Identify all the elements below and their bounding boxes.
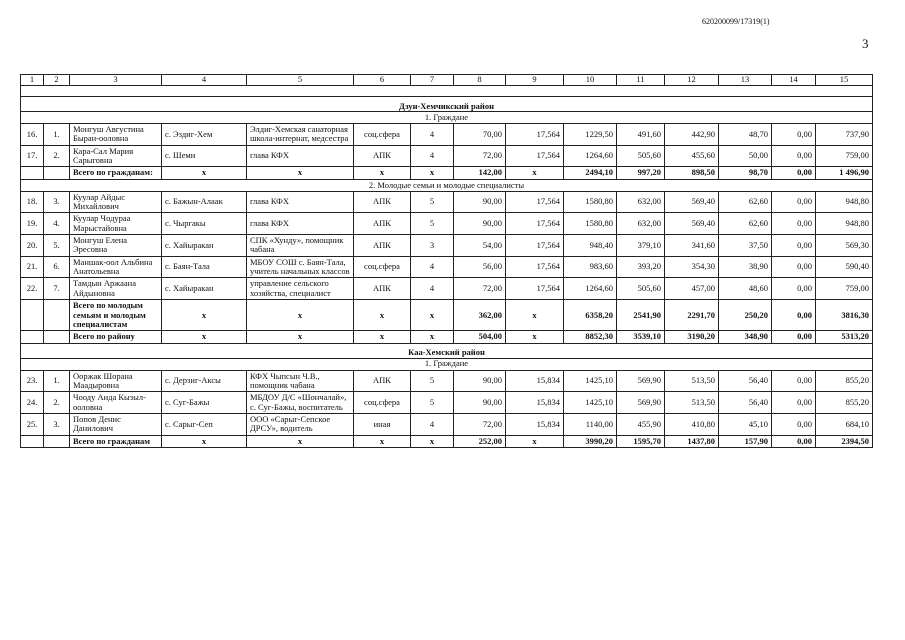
- area: 90,00: [454, 191, 506, 213]
- value-c11: 491,60: [617, 124, 665, 146]
- column-number: 1: [21, 75, 44, 86]
- value-c12: 442,90: [665, 124, 719, 146]
- total-c12: 3190,20: [665, 331, 719, 343]
- value-c12: 569,40: [665, 191, 719, 213]
- total-c13: 250,20: [719, 300, 772, 331]
- total-x: х: [354, 331, 411, 343]
- family-size: 5: [411, 191, 454, 213]
- group-index: 7.: [44, 278, 70, 300]
- total-label: Всего по гражданам:: [70, 167, 162, 179]
- value-c14: 0,00: [772, 370, 816, 392]
- value-c14: 0,00: [772, 256, 816, 278]
- total-c10: 3990,20: [564, 435, 617, 447]
- table-row: [21, 370, 873, 392]
- value-c13: 56,40: [719, 370, 772, 392]
- value-c10: 1425,10: [564, 392, 617, 414]
- value-c12: 457,00: [665, 278, 719, 300]
- group-title: 2. Молодые семьи и молодые специалисты: [21, 179, 873, 191]
- workplace: МБОУ СОШ с. Баян-Тала, учитель начальных классов: [247, 256, 354, 278]
- price: 17,564: [506, 124, 564, 146]
- value-c10: 1580,80: [564, 213, 617, 235]
- total-label: Всего по молодым семьям и молодым специалистам: [70, 300, 162, 331]
- value-c11: 505,60: [617, 278, 665, 300]
- family-size: 4: [411, 278, 454, 300]
- value-c10: 1264,60: [564, 278, 617, 300]
- person-name: Куулар Айдыс Михайлович: [70, 191, 162, 213]
- empty-cell: [21, 331, 44, 343]
- table-row: [21, 278, 873, 300]
- value-c15: 759,00: [816, 145, 873, 167]
- total-x: х: [506, 167, 564, 179]
- total-c13: 98,70: [719, 167, 772, 179]
- total-c13: 157,90: [719, 435, 772, 447]
- area: 72,00: [454, 278, 506, 300]
- total-label: Всего по району: [70, 331, 162, 343]
- total-x: х: [162, 300, 247, 331]
- price: 17,564: [506, 145, 564, 167]
- area: 70,00: [454, 124, 506, 146]
- district-heading-row: [21, 343, 873, 358]
- table-row: [21, 413, 873, 435]
- value-c11: 632,00: [617, 213, 665, 235]
- empty-cell: [21, 300, 44, 331]
- workplace: управление сельского хозяйства, специалист: [247, 278, 354, 300]
- workplace: глава КФХ: [247, 213, 354, 235]
- value-c11: 569,90: [617, 392, 665, 414]
- column-number: 15: [816, 75, 873, 86]
- allocation-table: [20, 74, 873, 448]
- value-c10: 1140,00: [564, 413, 617, 435]
- value-c12: 455,60: [665, 145, 719, 167]
- price: 17,564: [506, 191, 564, 213]
- value-c15: 855,20: [816, 370, 873, 392]
- total-c15: 1 496,90: [816, 167, 873, 179]
- value-c15: 590,40: [816, 256, 873, 278]
- settlement: с. Сарыг-Сеп: [162, 413, 247, 435]
- area: 90,00: [454, 392, 506, 414]
- table-row: [21, 392, 873, 414]
- value-c15: 948,80: [816, 191, 873, 213]
- area: 90,00: [454, 213, 506, 235]
- value-c12: 513,50: [665, 392, 719, 414]
- value-c11: 393,20: [617, 256, 665, 278]
- settlement: с. Хайыракан: [162, 235, 247, 257]
- workplace: ООО «Сарыг-Сепское ДРСУ», водитель: [247, 413, 354, 435]
- group-index: 3.: [44, 191, 70, 213]
- group-index: 1.: [44, 370, 70, 392]
- sphere: АПК: [354, 145, 411, 167]
- settlement: с. Суг-Бажы: [162, 392, 247, 414]
- settlement: с. Баян-Тала: [162, 256, 247, 278]
- column-number: 13: [719, 75, 772, 86]
- value-c10: 983,60: [564, 256, 617, 278]
- column-number: 7: [411, 75, 454, 86]
- group-heading-row: [21, 112, 873, 124]
- price: 17,564: [506, 235, 564, 257]
- district-title: Каа-Хемский район: [21, 343, 873, 358]
- value-c11: 379,10: [617, 235, 665, 257]
- total-c8: 362,00: [454, 300, 506, 331]
- person-name: Чооду Аида Кызыл-ооловна: [70, 392, 162, 414]
- column-number: 2: [44, 75, 70, 86]
- value-c15: 569,30: [816, 235, 873, 257]
- value-c15: 759,00: [816, 278, 873, 300]
- total-x: х: [506, 300, 564, 331]
- value-c13: 48,70: [719, 124, 772, 146]
- document-number: 620200099/17319(1): [702, 17, 770, 26]
- workplace: СПК «Хунду», помощник чабана: [247, 235, 354, 257]
- settlement: с. Бажын-Алаак: [162, 191, 247, 213]
- area: 90,00: [454, 370, 506, 392]
- total-x: х: [411, 167, 454, 179]
- row-number: 21.: [21, 256, 44, 278]
- value-c13: 62,60: [719, 191, 772, 213]
- row-number: 19.: [21, 213, 44, 235]
- group-title: 1. Граждане: [21, 112, 873, 124]
- total-c13: 348,90: [719, 331, 772, 343]
- value-c14: 0,00: [772, 124, 816, 146]
- settlement: с. Чыргакы: [162, 213, 247, 235]
- total-x: х: [411, 331, 454, 343]
- price: 15,834: [506, 392, 564, 414]
- value-c11: 569,90: [617, 370, 665, 392]
- total-x: х: [247, 167, 354, 179]
- column-number: 3: [70, 75, 162, 86]
- settlement: с. Эздиг-Хем: [162, 124, 247, 146]
- person-name: Кара-Сал Мария Сарыговна: [70, 145, 162, 167]
- person-name: Маншак-оол Альбина Анатольевна: [70, 256, 162, 278]
- group-title: 1. Граждане: [21, 358, 873, 370]
- value-c14: 0,00: [772, 392, 816, 414]
- sphere: иная: [354, 413, 411, 435]
- value-c15: 684,10: [816, 413, 873, 435]
- page-number: 3: [862, 36, 869, 51]
- table-row: [21, 235, 873, 257]
- value-c12: 513,50: [665, 370, 719, 392]
- price: 15,834: [506, 413, 564, 435]
- district-heading-row: [21, 97, 873, 112]
- column-number: 12: [665, 75, 719, 86]
- total-c10: 8852,30: [564, 331, 617, 343]
- value-c14: 0,00: [772, 145, 816, 167]
- person-name: Тамдын Аржаана Айдыновна: [70, 278, 162, 300]
- area: 56,00: [454, 256, 506, 278]
- group-index: 5.: [44, 235, 70, 257]
- spacer-row: [21, 86, 873, 97]
- group-index: 2.: [44, 392, 70, 414]
- sphere: соц.сфера: [354, 256, 411, 278]
- total-x: х: [354, 435, 411, 447]
- sphere: АПК: [354, 213, 411, 235]
- value-c13: 50,00: [719, 145, 772, 167]
- sphere: АПК: [354, 278, 411, 300]
- row-number: 18.: [21, 191, 44, 213]
- value-c12: 354,30: [665, 256, 719, 278]
- total-x: х: [162, 331, 247, 343]
- value-c14: 0,00: [772, 413, 816, 435]
- family-size: 4: [411, 124, 454, 146]
- district-title: Дзун-Хемчикский район: [21, 97, 873, 112]
- empty-cell: [44, 331, 70, 343]
- total-c12: 898,50: [665, 167, 719, 179]
- value-c15: 948,80: [816, 213, 873, 235]
- row-number: 20.: [21, 235, 44, 257]
- table-row: [21, 145, 873, 167]
- group-total-row: [21, 167, 873, 179]
- value-c12: 410,80: [665, 413, 719, 435]
- empty-cell: [21, 435, 44, 447]
- group-heading-row: [21, 179, 873, 191]
- total-c14: 0,00: [772, 167, 816, 179]
- person-name: Монгуш Августина Быран-ооловна: [70, 124, 162, 146]
- sphere: АПК: [354, 370, 411, 392]
- column-number: 6: [354, 75, 411, 86]
- total-c10: 6358,20: [564, 300, 617, 331]
- value-c14: 0,00: [772, 278, 816, 300]
- empty-cell: [44, 167, 70, 179]
- value-c10: 948,40: [564, 235, 617, 257]
- price: 17,564: [506, 213, 564, 235]
- total-c12: 1437,80: [665, 435, 719, 447]
- sphere: соц.сфера: [354, 124, 411, 146]
- value-c11: 505,60: [617, 145, 665, 167]
- empty-cell: [44, 435, 70, 447]
- value-c12: 341,60: [665, 235, 719, 257]
- district-total-row: [21, 331, 873, 343]
- column-number: 10: [564, 75, 617, 86]
- settlement: с. Шеми: [162, 145, 247, 167]
- workplace: МБДОУ Д/С «Шончалай», с. Суг-Бажы, воспитатель: [247, 392, 354, 414]
- value-c10: 1425,10: [564, 370, 617, 392]
- total-c11: 1595,70: [617, 435, 665, 447]
- value-c12: 569,40: [665, 213, 719, 235]
- value-c11: 632,00: [617, 191, 665, 213]
- group-index: 2.: [44, 145, 70, 167]
- sphere: соц.сфера: [354, 392, 411, 414]
- value-c15: 855,20: [816, 392, 873, 414]
- total-c8: 252,00: [454, 435, 506, 447]
- value-c10: 1580,80: [564, 191, 617, 213]
- person-name: Куулар Чодураа Марыстайовна: [70, 213, 162, 235]
- row-number: 25.: [21, 413, 44, 435]
- total-x: х: [411, 435, 454, 447]
- total-c12: 2291,70: [665, 300, 719, 331]
- value-c13: 56,40: [719, 392, 772, 414]
- value-c11: 455,90: [617, 413, 665, 435]
- row-number: 17.: [21, 145, 44, 167]
- row-number: 22.: [21, 278, 44, 300]
- empty-cell: [21, 167, 44, 179]
- value-c10: 1229,50: [564, 124, 617, 146]
- group-index: 6.: [44, 256, 70, 278]
- sphere: АПК: [354, 235, 411, 257]
- family-size: 5: [411, 392, 454, 414]
- area: 72,00: [454, 413, 506, 435]
- workplace: Элдиг-Хемская санаторная школа-интернат, медсестра: [247, 124, 354, 146]
- value-c13: 45,10: [719, 413, 772, 435]
- total-x: х: [354, 300, 411, 331]
- total-x: х: [162, 435, 247, 447]
- row-number: 16.: [21, 124, 44, 146]
- person-name: Попов Денис Данилович: [70, 413, 162, 435]
- total-label: Всего по гражданам: [70, 435, 162, 447]
- workplace: глава КФХ: [247, 191, 354, 213]
- family-size: 5: [411, 370, 454, 392]
- group-heading-row: [21, 358, 873, 370]
- total-c14: 0,00: [772, 435, 816, 447]
- value-c14: 0,00: [772, 213, 816, 235]
- sphere: АПК: [354, 191, 411, 213]
- total-x: х: [506, 435, 564, 447]
- family-size: 3: [411, 235, 454, 257]
- empty-cell: [44, 300, 70, 331]
- total-c11: 997,20: [617, 167, 665, 179]
- spacer-cell: [21, 86, 873, 97]
- total-x: х: [247, 300, 354, 331]
- table-row: [21, 213, 873, 235]
- total-c15: 2394,50: [816, 435, 873, 447]
- total-c11: 2541,90: [617, 300, 665, 331]
- column-number: 5: [247, 75, 354, 86]
- total-x: х: [354, 167, 411, 179]
- column-number: 9: [506, 75, 564, 86]
- workplace: глава КФХ: [247, 145, 354, 167]
- column-number: 4: [162, 75, 247, 86]
- column-number: 11: [617, 75, 665, 86]
- workplace: КФХ Чыпсын Ч.В., помощник чабана: [247, 370, 354, 392]
- group-index: 1.: [44, 124, 70, 146]
- group-total-row: [21, 435, 873, 447]
- total-c10: 2494,10: [564, 167, 617, 179]
- total-c8: 142,00: [454, 167, 506, 179]
- value-c13: 48,60: [719, 278, 772, 300]
- total-x: х: [247, 331, 354, 343]
- total-x: х: [162, 167, 247, 179]
- price: 17,564: [506, 278, 564, 300]
- total-c8: 504,00: [454, 331, 506, 343]
- value-c10: 1264,60: [564, 145, 617, 167]
- total-c14: 0,00: [772, 300, 816, 331]
- table-row: [21, 191, 873, 213]
- settlement: с. Дерзиг-Аксы: [162, 370, 247, 392]
- person-name: Ооржак Шорана Маадыровна: [70, 370, 162, 392]
- value-c14: 0,00: [772, 191, 816, 213]
- family-size: 4: [411, 145, 454, 167]
- column-number: 8: [454, 75, 506, 86]
- value-c15: 737,90: [816, 124, 873, 146]
- total-c15: 3816,30: [816, 300, 873, 331]
- value-c13: 62,60: [719, 213, 772, 235]
- value-c13: 37,50: [719, 235, 772, 257]
- total-c11: 3539,10: [617, 331, 665, 343]
- area: 54,00: [454, 235, 506, 257]
- row-number: 23.: [21, 370, 44, 392]
- total-x: х: [506, 331, 564, 343]
- row-number: 24.: [21, 392, 44, 414]
- area: 72,00: [454, 145, 506, 167]
- column-number-row: [21, 75, 873, 86]
- person-name: Монгуш Елена Эресовна: [70, 235, 162, 257]
- table-row: [21, 124, 873, 146]
- value-c13: 38,90: [719, 256, 772, 278]
- family-size: 5: [411, 213, 454, 235]
- column-number: 14: [772, 75, 816, 86]
- group-index: 4.: [44, 213, 70, 235]
- family-size: 4: [411, 256, 454, 278]
- total-c14: 0,00: [772, 331, 816, 343]
- price: 17,564: [506, 256, 564, 278]
- value-c14: 0,00: [772, 235, 816, 257]
- group-total-row: [21, 300, 873, 331]
- settlement: с. Хайыракан: [162, 278, 247, 300]
- group-index: 3.: [44, 413, 70, 435]
- family-size: 4: [411, 413, 454, 435]
- total-c15: 5313,20: [816, 331, 873, 343]
- price: 15,834: [506, 370, 564, 392]
- total-x: х: [411, 300, 454, 331]
- table-row: [21, 256, 873, 278]
- total-x: х: [247, 435, 354, 447]
